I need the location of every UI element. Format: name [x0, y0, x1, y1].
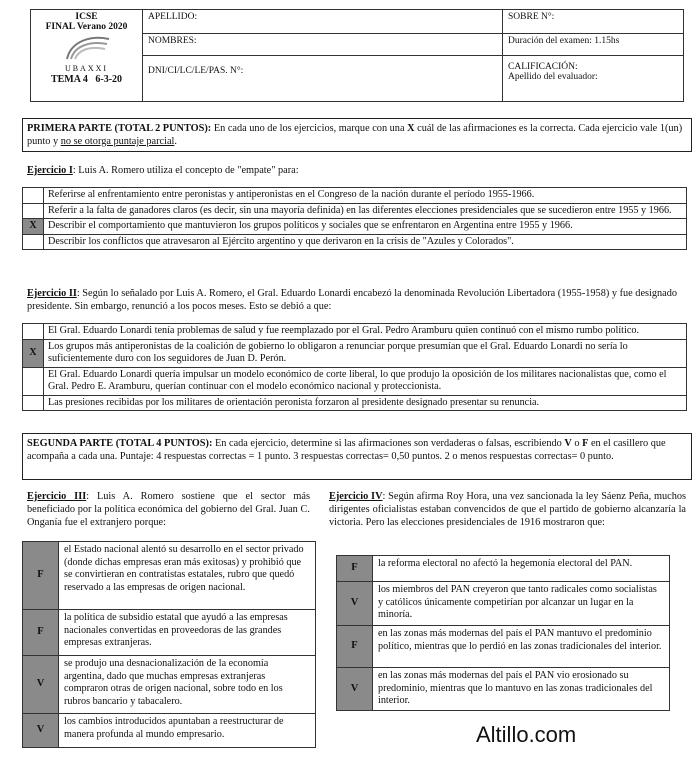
- statement-text: los miembros del PAN creyeron que tanto radicales como socialistas y católicos únicamente competirían por alcanzar un lugar en la minoría.: [373, 582, 670, 626]
- option-row[interactable]: [23, 367, 687, 395]
- answer-mark[interactable]: [23, 324, 44, 340]
- part2-text-a: En cada ejercicio, determine si las afirmaciones son verdaderas o falsas, escribiendo: [212, 438, 565, 449]
- statement-text: el Estado nacional alentó su desarrollo en el sector privado (donde dichas empresas eran más exitosas) y prohibió que se convirtieran en contratistas estatales, rubro que quedó reservado a las empresas de origen nacional.: [59, 542, 316, 610]
- option-row[interactable]: [23, 203, 687, 219]
- evaluador-label: Apellido del evaluador:: [508, 72, 598, 82]
- option-row[interactable]: [23, 234, 687, 250]
- part1-text-b: cuál de las afirmaciones es la correcta. Cada ejercicio vale 1(un) punto y: [27, 123, 683, 147]
- vf-mark[interactable]: F: [337, 556, 373, 582]
- option-row[interactable]: [23, 219, 687, 235]
- statement-row[interactable]: [337, 626, 670, 668]
- calificacion-field[interactable]: [503, 56, 684, 102]
- part1-instructions: [22, 118, 692, 152]
- apellido-field[interactable]: APELLIDO:: [143, 10, 503, 34]
- statement-text: en las zonas más modernas del país el PAN mantuvo el predominio político, mientras que lo perdió en las zonas tradicionales del interior.: [373, 626, 670, 668]
- answer-mark[interactable]: [23, 367, 44, 395]
- part1-title: PRIMERA PARTE (TOTAL 2 PUNTOS):: [27, 123, 212, 134]
- ubaxxi-logo: [57, 35, 117, 73]
- answer-mark[interactable]: [23, 203, 44, 219]
- option-text: Referirse al enfrentamiento entre peronistas y antiperonistas en el Congreso de la nación durante el período 1955-1966.: [44, 188, 687, 204]
- option-row[interactable]: [23, 395, 687, 411]
- sobre-field[interactable]: SOBRE N°:: [503, 10, 684, 34]
- ex4-label: Ejercicio IV: [329, 491, 383, 502]
- vf-mark[interactable]: V: [337, 668, 373, 711]
- vf-mark[interactable]: V: [23, 656, 59, 714]
- exam-header: [30, 9, 684, 102]
- ex4-question: [329, 490, 686, 529]
- statement-text: la política de subsidio estatal que ayudó a las empresas nacionales convertidas en proveedoras de las grandes empresas extranjeras.: [59, 610, 316, 656]
- statement-row[interactable]: [337, 556, 670, 582]
- ex1-label: Ejercicio I: [27, 165, 73, 176]
- logo-swirl-icon: [57, 35, 117, 61]
- option-text: El Gral. Eduardo Lonardi tenía problemas de salud y fue reemplazado por el Gral. Pedro Aramburu quien continuó con el mismo rumbo político.: [44, 324, 687, 340]
- part1-text-a: En cada uno de los ejercicios, marque con una: [211, 123, 408, 134]
- ex2-label: Ejercicio II: [27, 288, 77, 299]
- vf-mark[interactable]: F: [23, 542, 59, 610]
- duracion-label: Duración del examen: 1.15hs: [503, 34, 684, 56]
- vf-mark[interactable]: F: [23, 610, 59, 656]
- option-row[interactable]: [23, 188, 687, 204]
- option-text: El Gral. Eduardo Lonardi quería impulsar un modelo económico de corte liberal, lo que produjo la oposición de los militares nacionalistas que, como el Gral. Pedro E. Aramburu, querían continuar con el modelo económico nacional y proteccionista.: [44, 367, 687, 395]
- calificacion-label: CALIFICACIÓN:: [508, 62, 578, 72]
- ex3-text: : Luis A. Romero sostiene que el sector más beneficiado por la política económica del gobierno del Gral. Juan C. Onganía fue el extranjero porque:: [27, 491, 310, 528]
- vf-mark[interactable]: V: [337, 582, 373, 626]
- ex4-text: : Según afirma Roy Hora, una vez sancionada la ley Sáenz Peña, muchos dirigentes oficialistas estaban convencidos de que el partido de gobierno alcanzaría la victoria. Pero las elecciones presidenciales de 1916 mostraron que:: [329, 491, 687, 528]
- ex4-items: [336, 555, 670, 711]
- altillo-watermark: Altillo.com: [476, 722, 577, 747]
- ex2-text: : Según lo señalado por Luis A. Romero, el Gral. Eduardo Lonardi encabezó la denominada Revolución Libertadora (1955-1958) y fue designado presidente. Sin embargo, renunció a los pocos meses. Esto se debió a que:: [27, 288, 678, 312]
- part2-v: V: [564, 438, 572, 449]
- part2-text-b: o: [571, 438, 583, 449]
- vf-mark[interactable]: F: [337, 626, 373, 668]
- org-line2: FINAL Verano 2020: [45, 22, 128, 32]
- option-text: Los grupos más antiperonistas de la coalición de gobierno lo obligaron a renunciar porque presumían que el Gral. Eduardo Lonardi no sería lo suficientemente duro con los seguidores de Juan D. Perón.: [44, 339, 687, 367]
- part2-text-c: en el casillero que acompaña a cada una. Puntaje: 4 respuestas correctas = 1 punto. 3 respuestas correctas= 0,50 puntos. 2 o menos respuestas correctas= 0 punto.: [27, 438, 666, 462]
- option-text: Describir el comportamiento que mantuvieron los grupos políticos y sociales que se enfrentaron en Argentina entre 1955 y 1966.: [44, 219, 687, 235]
- nombres-field[interactable]: NOMBRES:: [143, 34, 503, 56]
- option-text: Describir los conflictos que atravesaron al Ejército argentino y que derivaron en la crisis de "Azules y Colorados".: [44, 234, 687, 250]
- ex2-options: [22, 323, 687, 411]
- answer-mark[interactable]: [23, 395, 44, 411]
- answer-mark[interactable]: [23, 188, 44, 204]
- part1-text-underlined: no se otorga puntaje parcial: [60, 136, 175, 147]
- option-text: Referir a la falta de ganadores claros (es decir, sin una mayoría definida) en las diferentes elecciones presidenciales que se sucedieron entre 1955 y 1966.: [44, 203, 687, 219]
- logo-text: UBAXXI: [64, 64, 109, 73]
- answer-mark[interactable]: [23, 234, 44, 250]
- part2-f: F: [582, 438, 589, 449]
- org-line1: ICSE: [75, 12, 98, 22]
- part1-x: X: [407, 123, 415, 134]
- part1-text-c: .: [174, 136, 177, 147]
- statement-row[interactable]: [23, 714, 316, 748]
- tema-label: TEMA 4: [50, 74, 88, 85]
- part2-title: SEGUNDA PARTE (TOTAL 4 PUNTOS):: [27, 438, 213, 449]
- ex2-question: [27, 287, 689, 313]
- option-text: Las presiones recibidas por los militares de orientación peronista forzaron al presidente designado presentar su renuncia.: [44, 395, 687, 411]
- statement-row[interactable]: [337, 668, 670, 711]
- ex1-options: [22, 187, 687, 250]
- statement-text: en las zonas más modernas del país el PAN vio erosionado su predominio, mientras que lo mantuvo en las zonas tradicionales del interior.: [373, 668, 670, 711]
- ex3-items: [22, 541, 316, 748]
- part2-instructions: [22, 433, 692, 480]
- dni-field[interactable]: DNI/CI/LC/LE/PAS. N°:: [143, 56, 503, 102]
- statement-text: los cambios introducidos apuntaban a reestructurar de manera profunda al mundo empresario.: [59, 714, 316, 748]
- ex3-label: Ejercicio III: [27, 491, 87, 502]
- ex3-question: [27, 490, 310, 529]
- option-row[interactable]: [23, 339, 687, 367]
- option-row[interactable]: [23, 324, 687, 340]
- statement-row[interactable]: [23, 610, 316, 656]
- answer-mark[interactable]: X: [23, 339, 44, 367]
- vf-mark[interactable]: V: [23, 714, 59, 748]
- statement-row[interactable]: [23, 542, 316, 610]
- institution-cell: [31, 10, 143, 102]
- statement-text: la reforma electoral no afectó la hegemonía electoral del PAN.: [373, 556, 670, 582]
- statement-row[interactable]: [23, 656, 316, 714]
- statement-row[interactable]: [337, 582, 670, 626]
- ex1-text: : Luis A. Romero utiliza el concepto de "empate" para:: [72, 165, 299, 176]
- statement-text: se produjo una desnacionalización de la economía argentina, dado que muchas empresas extranjeras compraron otras de origen nacional, sobre todo en los rubros bancario y tabacalero.: [59, 656, 316, 714]
- ex1-question: [27, 164, 687, 177]
- exam-date: 6-3-20: [95, 74, 123, 85]
- answer-mark[interactable]: X: [23, 219, 44, 235]
